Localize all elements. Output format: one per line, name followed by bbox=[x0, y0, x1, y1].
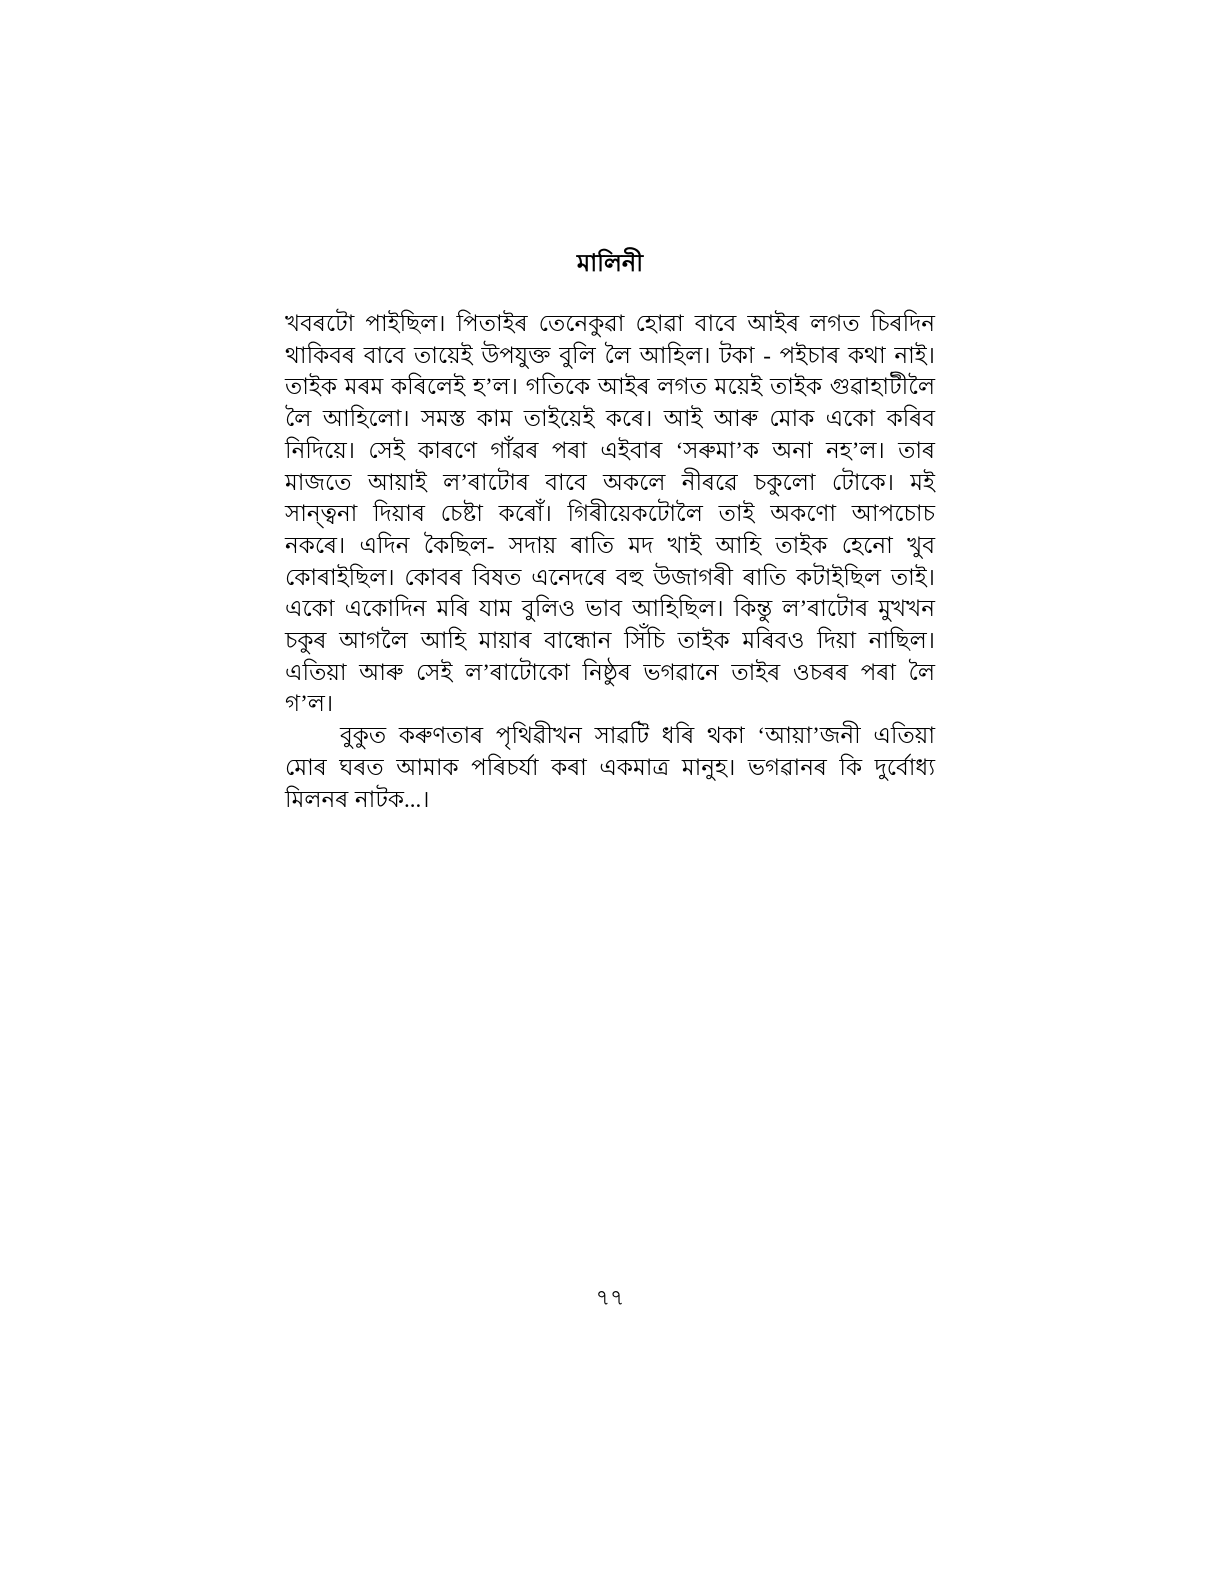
text-block bbox=[285, 248, 935, 815]
body-paragraph-1: খবৰটো পাইছিল। পিতাইৰ তেনেকুৱা হোৱা বাবে আইৰ লগত চিৰদিন থাকিবৰ বাবে তায়েই উপযুক্ত বুলি লৈ আহিল। টকা - পইচাৰ কথা নাই। তাইক মৰম কৰিলেই হ’ল। গতিকে আইৰ লগত ময়েই তাইক গুৱাহাটীলৈ লৈ আহিলো। সমস্ত কাম তাইয়েই কৰে। আই আৰু মোক একো কৰিব নিদিয়ে। সেই কাৰণে গাঁৱৰ পৰা এইবাৰ ‘সৰুমা’ক অনা নহ’ল। তাৰ মাজতে আয়াই ল’ৰাটোৰ বাবে অকলে নীৰৱে চকুলো টোকে। মই সান্ত্বনা দিয়াৰ চেষ্টা কৰোঁ। গিৰীয়েকটোলৈ তাই অকণো আপচোচ নকৰে। এদিন কৈছিল- সদায় ৰাতি মদ খাই আহি তাইক হেনো খুব কোৰাইছিল। কোবৰ বিষত এনেদৰে বহু উজাগৰী ৰাতি কটাইছিল তাই। একো একোদিন মৰি যাম বুলিও ভাব আহিছিল। কিন্তু ল’ৰাটোৰ মুখখন চকুৰ আগলৈ আহি মায়াৰ বান্ধোন সিঁচি তাইক মৰিবও দিয়া নাছিল। এতিয়া আৰু সেই ল’ৰাটোকো নিষ্ঠুৰ ভগৱানে তাইৰ ওচৰৰ পৰা লৈ গ’ল। bbox=[285, 311, 935, 717]
body-paragraph-2: বুকুত কৰুণতাৰ পৃথিৱীখন সাৱটি ধৰি থকা ‘আয়া’জনী এতিয়া মোৰ ঘৰত আমাক পৰিচৰ্যা কৰা একমাত্ৰ মানুহ। ভগৱানৰ কি দুৰ্বোধ্য মিলনৰ নাটক...। bbox=[285, 723, 935, 812]
page-title: মালিনী bbox=[576, 251, 644, 277]
page-number: ৭৭ bbox=[595, 1285, 625, 1310]
